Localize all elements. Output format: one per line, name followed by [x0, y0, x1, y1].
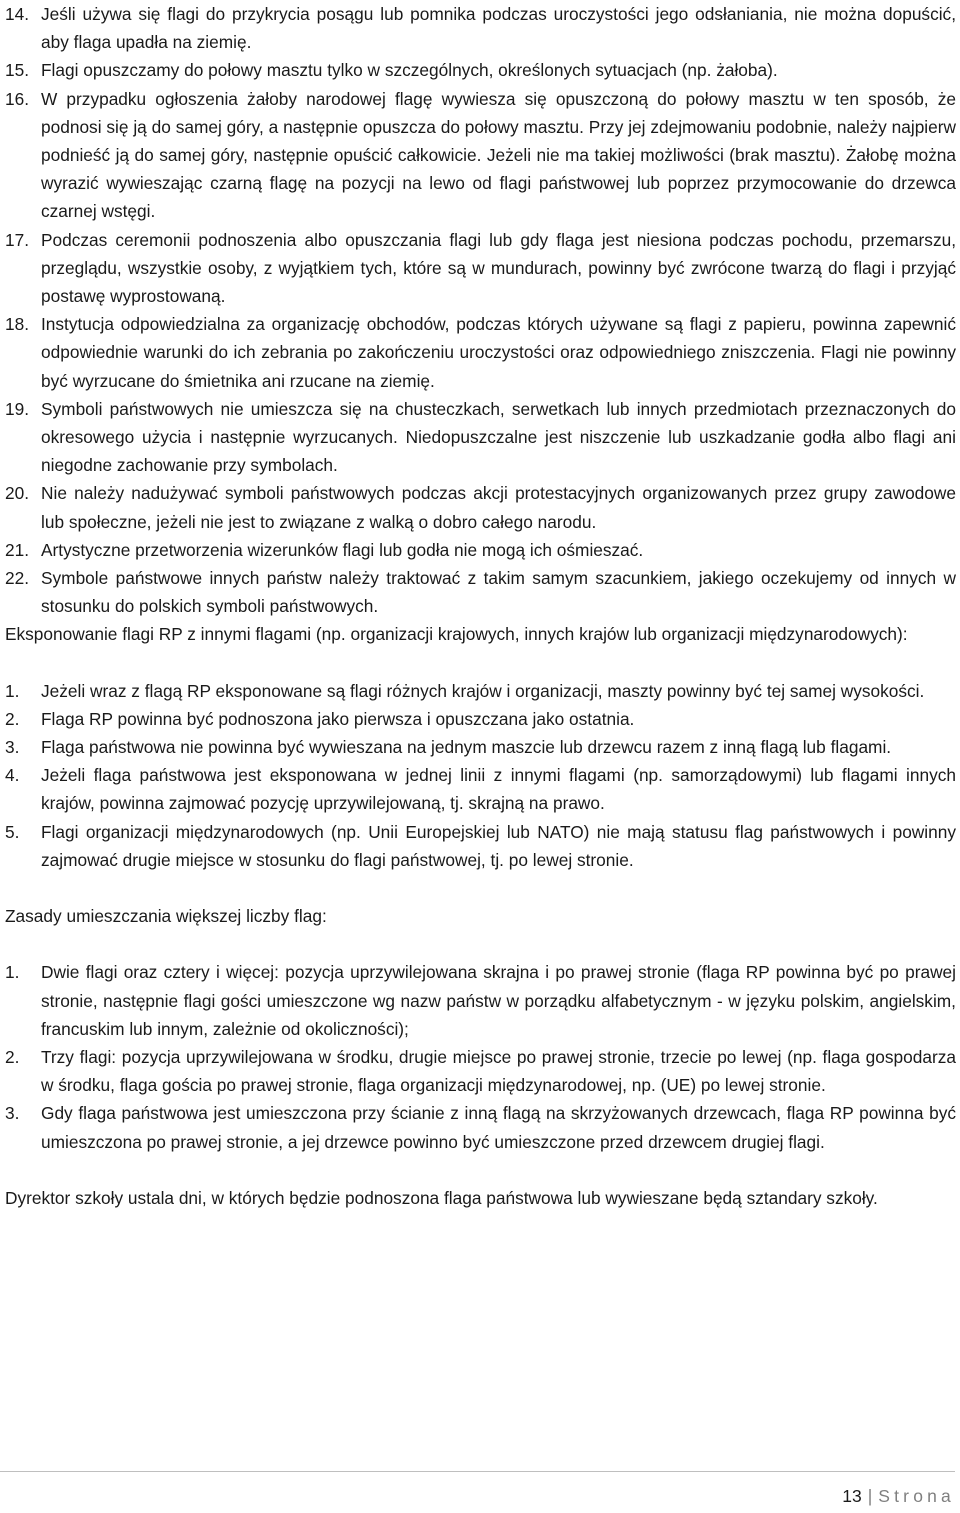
item-text: Symbole państwowe innych państw należy traktować z takim samym szacunkiem, jakiego oczekujemy od innych w stosunku do polskich symboli państwowych.	[41, 568, 956, 617]
spacer	[5, 874, 956, 902]
item-text: W przypadku ogłoszenia żałoby narodowej flagę wywiesza się opuszczoną do połowy masztu w ten sposób, że podnosi się ją do samej góry, a następnie opuszcza do połowy masztu. Przy jej zdejmowaniu podobnie, należy najpierw podnieść ją do samej góry, następnie opuścić całkowicie. Jeżeli nie ma takiej możliwości (brak masztu). Żałobę można wyrazić wywieszając czarną flagę na pozycji na lewo od flagi państwowej lub poprzez przymocowanie do drzewca czarnej wstęgi.	[41, 88, 956, 222]
item-number: 1.	[5, 680, 20, 701]
spacer	[5, 649, 956, 677]
item-text: Jeśli używa się flagi do przykrycia posągu lub pomnika podczas uroczystości jego odsłaniania, nie można dopuścić, aby flaga upadła na ziemię.	[41, 4, 956, 53]
display-rules-list	[5, 677, 956, 874]
list-item	[5, 677, 956, 705]
item-number: 16.	[5, 88, 30, 109]
list-item	[5, 705, 956, 733]
list-item	[5, 479, 956, 535]
item-number: 2.	[5, 708, 20, 729]
list-item	[5, 536, 956, 564]
item-text: Dwie flagi oraz cztery i więcej: pozycja uprzywilejowana skrajna i po prawej stronie (flaga RP powinna być po prawej stronie, następnie flagi gości umieszczone wg nazw państw w porządku alfabetycznym - w języku polskim, angielskim, francuskim lub innym, zależnie od okoliczności);	[41, 962, 956, 1039]
item-text: Podczas ceremonii podnoszenia albo opuszczania flagi lub gdy flaga jest niesiona podczas pochodu, przemarszu, przeglądu, wszystkie osoby, z wyjątkiem tych, które są w mundurach, powinny być zwrócone twarzą do flagi i przyjąć postawę wyprostowaną.	[41, 229, 956, 307]
rules-list	[5, 0, 956, 620]
item-text: Trzy flagi: pozycja uprzywilejowana w środku, drugie miejsce po prawej stronie, trzecie po lewej (np. flaga gospodarza w środku, flaga gościa po prawej stronie, flaga organizacji międzynarodowej, np. (UE) po lewej stronie.	[41, 1046, 956, 1096]
item-text: Flaga państwowa nie powinna być wywieszana na jednym maszcie lub drzewcu razem z inną flagą lub flagami.	[41, 737, 892, 758]
item-text: Flagi organizacji międzynarodowych (np. Unii Europejskiej lub NATO) nie mają statusu flag państwowych i powinny zajmować drugie miejsce w stosunku do flagi państwowej, tj. po lewej stronie.	[41, 821, 956, 870]
section-heading-display: Eksponowanie flagi RP z innymi flagami (np. organizacji krajowych, innych krajów lub organizacji międzynarodowych):	[5, 624, 908, 645]
list-item	[5, 310, 956, 395]
page-number-label	[842, 1484, 955, 1508]
item-text: Symboli państwowych nie umieszcza się na chusteczkach, serwetkach lub innych przedmiotach przeznaczonych do okresowego użycia i następnie wyrzucanych. Niedopuszczalne jest niszczenie lub uszkadzanie godła albo flagi ani niegodne zachowanie przy symbolach.	[41, 398, 956, 476]
item-number: 4.	[5, 765, 20, 786]
closing-paragraph: Dyrektor szkoły ustala dni, w których będzie podnoszona flaga państwowa lub wywieszane będą sztandary szkoły.	[5, 1187, 878, 1208]
list-item	[5, 1043, 956, 1099]
list-item	[5, 958, 956, 1043]
item-number: 3.	[5, 737, 20, 758]
list-item	[5, 395, 956, 480]
list-item	[5, 85, 956, 226]
page-content	[5, 0, 956, 1212]
list-item	[5, 761, 956, 817]
spacer	[5, 930, 956, 958]
item-number: 17.	[5, 229, 30, 250]
item-text: Gdy flaga państwowa jest umieszczona przy ścianie z inną flagą na skrzyżowanych drzewcach, flaga RP powinna być umieszczona po prawej stronie, a jej drzewce powinno być umieszczone przed drzewcem drugiej flagi.	[41, 1103, 956, 1152]
list-item	[5, 818, 956, 874]
item-text: Flagi opuszczamy do połowy masztu tylko w szczególnych, określonych sytuacjach (np. żałoba).	[41, 60, 778, 81]
item-number: 19.	[5, 398, 30, 419]
spacer	[5, 1156, 956, 1184]
list-item	[5, 1099, 956, 1155]
item-number: 22.	[5, 568, 30, 589]
item-text: Flaga RP powinna być podnoszona jako pierwsza i opuszczana jako ostatnia.	[41, 708, 635, 729]
item-text: Nie należy nadużywać symboli państwowych podczas akcji protestacyjnych organizowanych przez grupy zawodowe lub społeczne, jeżeli nie jest to związane z walką o dobro całego narodu.	[41, 483, 956, 532]
item-text: Jeżeli flaga państwowa jest eksponowana w jednej linii z innymi flagami (np. samorządowymi) lub flagami innych krajów, powinna zajmować pozycję uprzywilejowaną, tj. skrajną na prawo.	[41, 765, 956, 814]
item-number: 20.	[5, 483, 30, 504]
item-text: Artystyczne przetworzenia wizerunków flagi lub godła nie mogą ich ośmieszać.	[41, 539, 644, 560]
item-number: 15.	[5, 60, 30, 81]
item-number: 1.	[5, 962, 20, 983]
item-text: Jeżeli wraz z flagą RP eksponowane są flagi różnych krajów i organizacji, maszty powinny być tej samej wysokości.	[41, 680, 925, 701]
section-heading-placement: Zasady umieszczania większej liczby flag:	[5, 906, 327, 927]
page-number: 13	[842, 1486, 862, 1506]
item-text: Instytucja odpowiedzialna za organizację obchodów, podczas których używane są flagi z papieru, powinna zapewnić odpowiednie warunki do ich zebrania po zakończeniu uroczystości oraz odpowiedniego zniszczenia. Flagi nie powinny być wyrzucane do śmietnika ani rzucane na ziemię.	[41, 314, 956, 391]
footer-divider	[0, 1471, 955, 1472]
item-number: 21.	[5, 539, 30, 560]
item-number: 14.	[5, 4, 30, 24]
placement-rules-list	[5, 958, 956, 1155]
list-item	[5, 564, 956, 620]
item-number: 5.	[5, 821, 20, 842]
list-item	[5, 56, 956, 84]
list-item	[5, 0, 956, 56]
item-number: 3.	[5, 1103, 20, 1124]
item-number: 2.	[5, 1046, 20, 1067]
item-number: 18.	[5, 314, 30, 335]
footer-separator: |	[867, 1486, 873, 1506]
page-word: Strona	[878, 1486, 955, 1506]
list-item	[5, 226, 956, 311]
page-footer	[0, 1462, 955, 1512]
list-item	[5, 733, 956, 761]
